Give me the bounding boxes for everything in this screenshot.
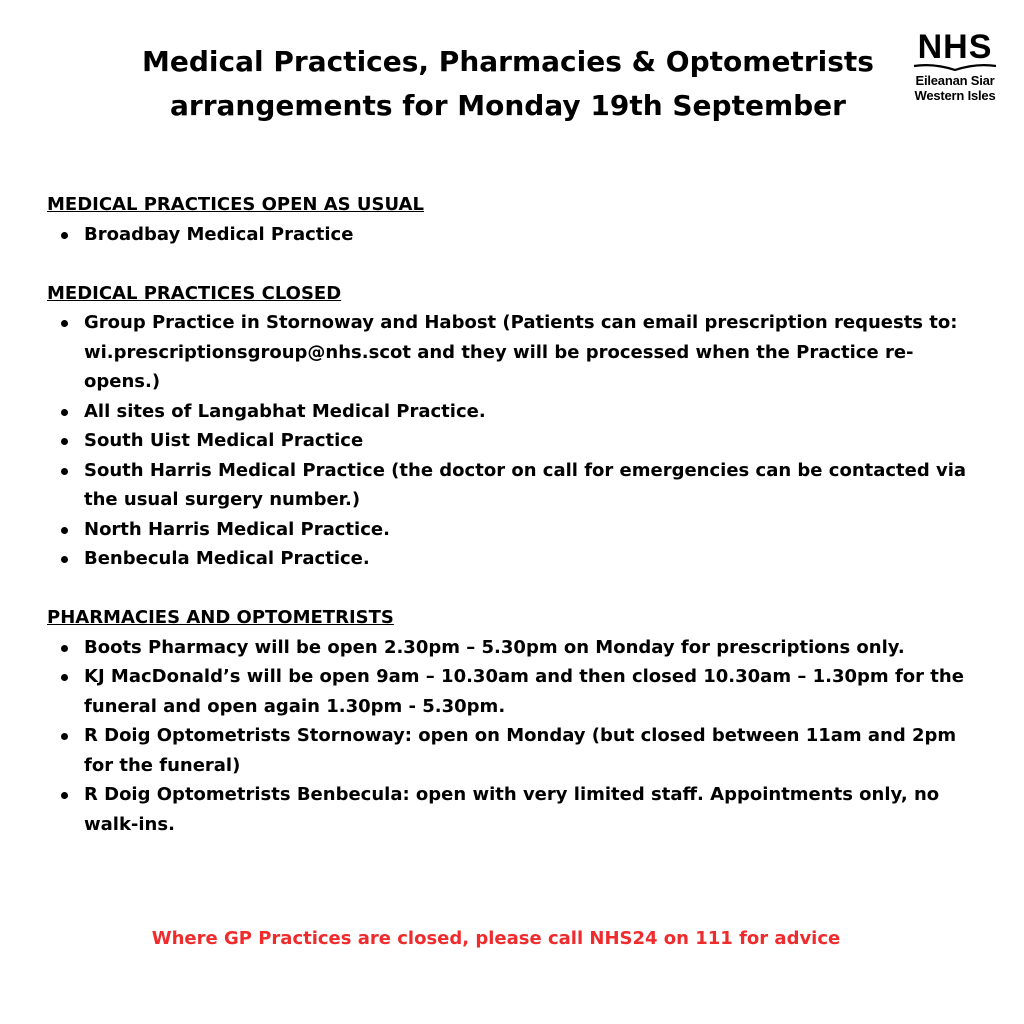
list-item: North Harris Medical Practice. — [84, 515, 977, 545]
arrangements-content — [47, 190, 977, 869]
list-item: Broadbay Medical Practice — [84, 220, 977, 250]
section-heading-open: MEDICAL PRACTICES OPEN AS USUAL — [47, 194, 424, 215]
page-title-line-1: Medical Practices, Pharmacies & Optometrists — [142, 45, 874, 78]
nhs-logo — [900, 30, 1010, 103]
nhs-logo-mark: NHS — [917, 28, 993, 66]
nhs-logo-line-2: Western Isles — [914, 88, 996, 103]
list-item: R Doig Optometrists Stornoway: open on Monday (but closed between 11am and 2pm for the funeral) — [84, 721, 977, 780]
section-heading-pharmacies: PHARMACIES AND OPTOMETRISTS — [47, 607, 394, 628]
closed-practices-list — [47, 308, 977, 574]
pharmacies-list — [47, 633, 977, 840]
section-heading-closed: MEDICAL PRACTICES CLOSED — [47, 282, 342, 304]
list-item: KJ MacDonald’s will be open 9am – 10.30am and then closed 10.30am – 1.30pm for the funeral and open again 1.30pm - 5.30pm. — [84, 662, 977, 721]
list-item: Boots Pharmacy will be open 2.30pm – 5.30pm on Monday for prescriptions only. — [84, 633, 977, 663]
page-title-line-2: arrangements for Monday 19th September — [170, 89, 846, 122]
list-item: South Harris Medical Practice (the doctor on call for emergencies can be contacted via the usual surgery number.) — [84, 456, 977, 515]
section-open-as-usual — [47, 190, 977, 249]
list-item: R Doig Optometrists Benbecula: open with very limited staff. Appointments only, no walk-ins. — [84, 780, 977, 839]
open-practices-list — [47, 220, 977, 250]
nhs-logo-line-1: Eileanan Siar — [915, 73, 995, 88]
list-item: All sites of Langabhat Medical Practice. — [84, 397, 977, 427]
section-closed — [47, 279, 977, 574]
page-title — [100, 40, 916, 128]
list-item: Benbecula Medical Practice. — [84, 544, 977, 574]
list-item: South Uist Medical Practice — [84, 426, 977, 456]
section-pharmacies-optometrists — [47, 603, 977, 839]
footer-notice: Where GP Practices are closed, please call NHS24 on 111 for advice — [151, 928, 841, 949]
list-item: Group Practice in Stornoway and Habost (Patients can email prescription requests to: wi.prescriptionsgroup@nhs.scot and they will be processed when the Practice re-opens.) — [84, 308, 977, 397]
